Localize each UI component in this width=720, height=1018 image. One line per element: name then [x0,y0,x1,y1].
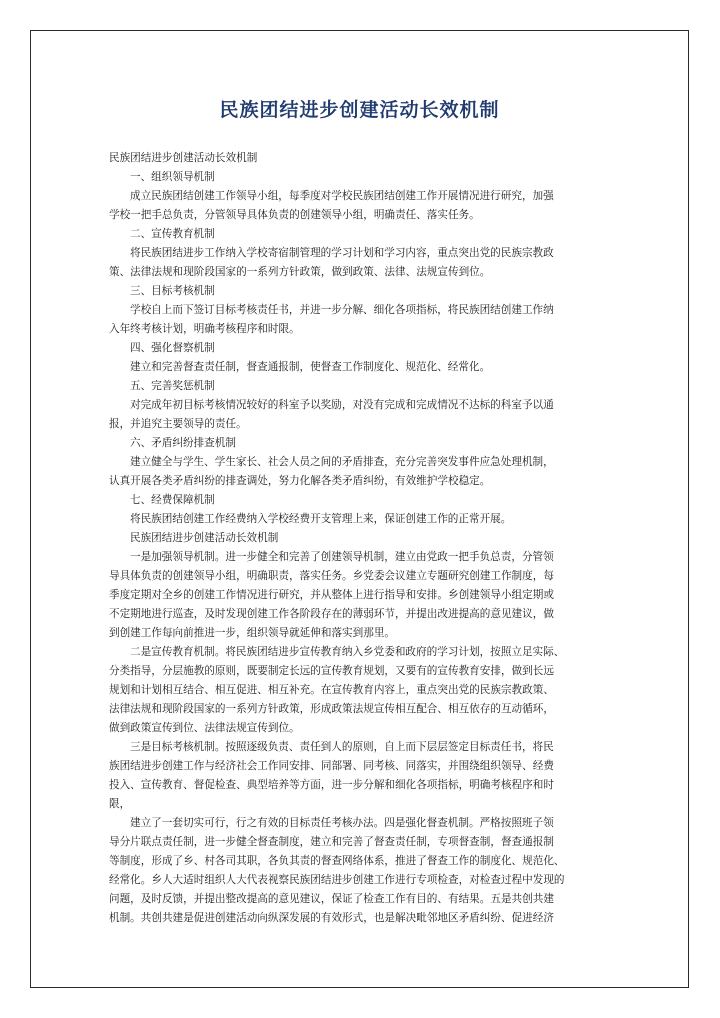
paragraph-line: 机制。共创共建是促进创建活动向纵深发展的有效形式，也是解决毗邻地区矛盾纠纷、促进经济 [109,912,554,924]
paragraph-line: 认真开展各类矛盾纠纷的排查调处，努力化解各类矛盾纠纷，有效维护学校稳定。 [109,475,491,487]
paragraph-line: 投入、宣传教育、督促检查、典型培养等方面，进一步分解和细化各项指标，明确考核程序和时 [109,779,554,791]
paragraph-line: 五、完善奖惩机制 [130,380,215,392]
paragraph-line: 到创建工作每向前推进一步，组织领导就延伸和落实到那里。 [109,627,396,639]
paragraph-line: 民族团结进步创建活动长效机制 [130,532,279,544]
paragraph-line: 分类指导，分层施教的原则，既要制定长远的宣传教育规划，又要有的宣传教育安排，做到长远 [109,665,554,677]
paragraph-line: 不定期地进行巡查，及时发现创建工作各阶段存在的薄弱环节，并提出改进提高的意见建议，做 [109,608,554,620]
paragraph-line: 策、法律法规和现阶段国家的一系列方针政策，做到政策、法律、法规宣传到位。 [109,266,491,278]
paragraph-line: 三是目标考核机制。按照逐级负责、责任到人的原则，自上而下层层签定目标责任书，将民 [130,741,554,753]
paragraph-line: 二是宣传教育机制。将民族团结进步宣传教育纳入乡党委和政府的学习计划，按照立足实际、 [130,646,565,658]
paragraph-line: 建立了一套切实可行，行之有效的目标责任考核办法。四是强化督查机制。严格按照班子领 [130,817,554,829]
document-body [109,149,643,928]
paragraph-line: 做到政策宣传到位、法律法规宣传到位。 [109,722,300,734]
paragraph-line: 入年终考核计划，明确考核程序和时限。 [109,323,300,335]
document-title: 民族团结进步创建活动长效机制 [219,99,500,121]
paragraph-line: 建立和完善督查责任制，督查通报制，使督查工作制度化、规范化、经常化。 [130,361,491,373]
paragraph-line: 报，并追究主要领导的责任。 [109,418,247,430]
paragraph-line: 六、矛盾纠纷排查机制 [130,437,236,449]
paragraph-line: 二、宣传教育机制 [130,228,215,240]
paragraph-line: 民族团结进步创建活动长效机制 [109,152,258,164]
paragraph-line: 问题，及时反馈，并提出整改提高的意见建议，保证了检查工作有目的、有结果。五是共创共建 [109,893,554,905]
paragraph-line: 成立民族团结创建工作领导小组，每季度对学校民族团结创建工作开展情况进行研究，加强 [130,190,554,202]
paragraph-line: 季度定期对全乡的创建工作情况进行研究，并从整体上进行指导和安排。乡创建领导小组定期或 [109,589,554,601]
paragraph-line: 一、组织领导机制 [130,171,215,183]
paragraph-line: 等制度，形成了乡、村各司其职，各负其责的督查网络体系，推进了督查工作的制度化、规范化、 [109,855,565,867]
paragraph-line: 法律法规和现阶段国家的一系列方针政策，形成政策法规宣传相互配合、相互依存的互动循环， [109,703,554,715]
paragraph-line: 四、强化督察机制 [130,342,215,354]
paragraph-line: 对完成年初目标考核情况较好的科室予以奖励，对没有完成和完成情况不达标的科室予以通 [130,399,554,411]
paragraph-line: 学校自上而下签订目标考核责任书，并进一步分解、细化各项指标，将民族团结创建工作纳 [130,304,554,316]
paragraph-line: 经常化。乡人大适时组织人大代表视察民族团结进步创建工作进行专项检查，对检查过程中发现的 [109,874,565,886]
paragraph-line: 三、目标考核机制 [130,285,215,297]
paragraph-line: 七、经费保障机制 [130,494,215,506]
paragraph-line: 建立健全与学生、学生家长、社会人员之间的矛盾排查，充分完善突发事件应急处理机制， [130,456,554,468]
paragraph-line: 学校一把手总负责，分管领导具体负责的创建领导小组，明确责任、落实任务。 [109,209,480,221]
paragraph-line: 将民族团结进步工作纳入学校寄宿制管理的学习计划和学习内容，重点突出党的民族宗教政 [130,247,554,259]
document-page [30,30,689,988]
paragraph-line: 导具体负责的创建领导小组，明确职责，落实任务。乡党委会议建立专题研究创建工作制度，每 [109,570,554,582]
paragraph-line: 族团结进步创建工作与经济社会工作同安排、同部署、同考核、同落实，并围绕组织领导、经费 [109,760,554,772]
paragraph-line: 一是加强领导机制。进一步健全和完善了创建领导机制，建立由党政一把手负总责，分管领 [130,551,554,563]
paragraph-line: 限， [109,798,131,810]
paragraph-line: 规划和计划相互结合、相互促进、相互补充。在宣传教育内容上，重点突出党的民族宗教政策、 [109,684,554,696]
paragraph-line: 导分片联点责任制，进一步健全督查制度，建立和完善了督查责任制，专项督查制，督查通报制 [109,836,554,848]
paragraph-line: 将民族团结创建工作经费纳入学校经费开支管理上来，保证创建工作的正常开展。 [130,513,512,525]
